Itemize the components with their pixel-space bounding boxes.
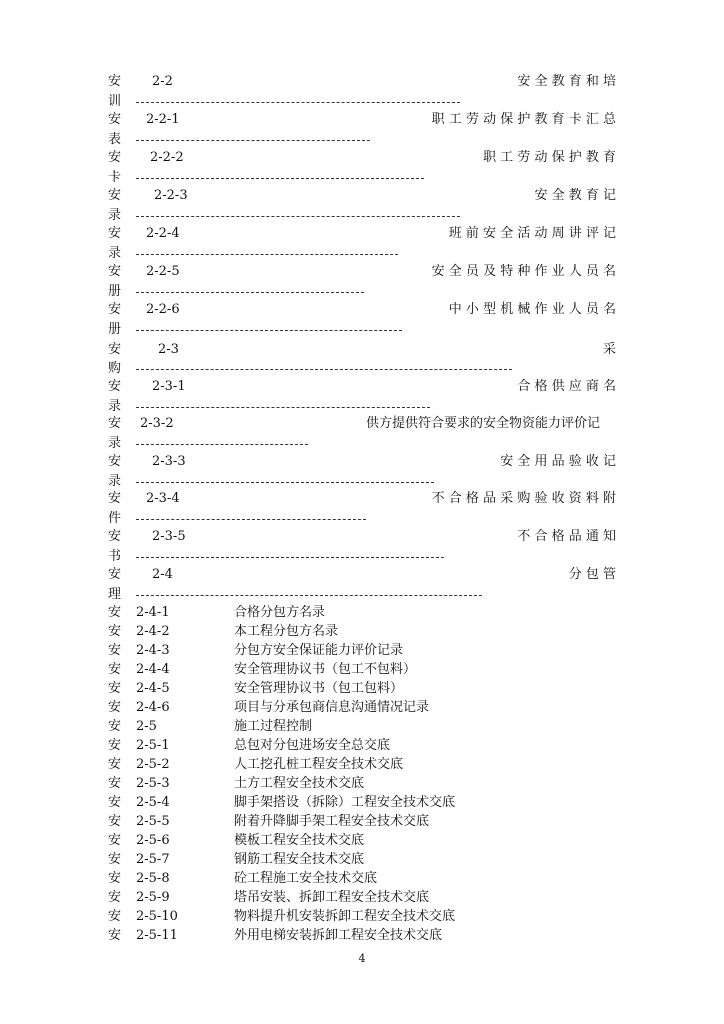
dashed-leader [136,178,424,179]
toc-entry-title-line [108,566,616,584]
page-number: 4 [358,952,366,965]
dashed-leader [136,595,482,596]
entry-code: 2-2-1 [146,112,180,127]
entry-code: 2-5-9 [136,890,170,905]
toc-entry [108,756,616,774]
entry-code: 2-4-1 [136,605,170,620]
entry-prefix: 安 [108,814,122,829]
toc-entry-title-line [108,341,616,359]
toc-entry-title-line [108,263,616,281]
entry-suffix: 购 [108,361,122,376]
entry-prefix: 安 [108,776,122,791]
dashed-leader [136,407,430,408]
entry-name: 外用电梯安装拆卸工程安全技术交底 [234,928,443,943]
entry-prefix: 安 [108,605,122,620]
entry-code: 2-5-11 [136,928,178,943]
entry-code: 2-3-4 [146,491,180,506]
entry-name: 项目与分承包商信息沟通情况记录 [234,700,430,715]
toc-entry [108,813,616,831]
toc-entry [108,851,616,869]
entry-code: 2-5-8 [136,871,170,886]
entry-title: 采 [602,342,616,357]
entry-code: 2-3-1 [152,379,186,394]
entry-title: 合 格 供 应 商 名 [517,379,616,394]
entry-prefix: 安 [108,700,122,715]
entry-code: 2-4-2 [136,624,170,639]
toc-entry-title-line [108,490,616,508]
entry-title: 职 工 劳 动 保 护 教 育 [483,150,616,165]
entry-suffix: 录 [108,208,122,223]
entry-code: 2-5-5 [136,814,170,829]
entry-name: 脚手架搭设（拆除）工程安全技术交底 [234,795,456,810]
toc-entry [108,908,616,926]
entry-title: 供方提供符合要求的安全物资能力评价记 [365,416,600,431]
entry-suffix: 册 [108,284,122,299]
entry-prefix: 安 [108,681,122,696]
entry-code: 2-5-2 [136,757,170,772]
entry-prefix: 安 [108,757,122,772]
entry-prefix: 安 [108,738,122,753]
entry-prefix: 安 [108,226,122,241]
entry-name: 分包方安全保证能力评价记录 [234,643,404,658]
toc-entry-title-line [108,73,616,91]
entry-prefix: 安 [108,833,122,848]
entry-prefix: 安 [108,795,122,810]
dashed-leader [136,216,460,217]
toc-entry-title-line [108,149,616,167]
entry-code: 2-5 [136,719,157,734]
toc-entry [108,661,616,679]
toc-entry-title-line [108,111,616,129]
entry-prefix: 安 [108,909,122,924]
entry-code: 2-3-5 [152,529,186,544]
entry-prefix: 安 [108,379,122,394]
toc-entry [108,870,616,888]
entry-suffix: 书 [108,549,122,564]
entry-title: 班 前 安 全 活 动 周 讲 评 记 [448,226,616,241]
entry-code: 2-3-3 [152,454,186,469]
entry-suffix: 理 [108,587,122,602]
entry-code: 2-3 [158,342,179,357]
entry-name: 模板工程安全技术交底 [234,833,365,848]
entry-code: 2-4-5 [136,681,170,696]
entry-name: 钢筋工程安全技术交底 [234,852,365,867]
entry-prefix: 安 [108,852,122,867]
entry-suffix: 表 [108,132,122,147]
entry-prefix: 安 [108,342,122,357]
entry-title: 不 合 格 品 采 购 验 收 资 料 附 [431,491,616,506]
entry-name: 施工过程控制 [234,719,313,734]
dashed-leader [136,140,370,141]
dashed-leader [136,369,512,370]
entry-code: 2-5-10 [136,909,178,924]
entry-name: 塔吊安装、拆卸工程安全技术交底 [234,890,430,905]
entry-code: 2-5-4 [136,795,170,810]
entry-prefix: 安 [108,624,122,639]
toc-entry [108,794,616,812]
toc-entry [108,623,616,641]
entry-name: 安全管理协议书（包工不包料） [234,662,417,677]
entry-name: 安全管理协议书（包工包料） [234,681,404,696]
entry-suffix: 件 [108,511,122,526]
entry-prefix: 安 [108,529,122,544]
entry-suffix: 训 [108,94,122,109]
dashed-leader [136,102,460,103]
entry-code: 2-5-6 [136,833,170,848]
entry-code: 2-4 [152,567,173,582]
entry-prefix: 安 [108,302,122,317]
entry-name: 砼工程施工安全技术交底 [234,871,378,886]
entry-suffix: 录 [108,246,122,261]
entry-code: 2-4-4 [136,662,170,677]
entry-title: 安 全 用 品 验 收 记 [500,454,616,469]
entry-code: 2-5-7 [136,852,170,867]
toc-entry-title-line [108,453,616,471]
entry-prefix: 安 [108,567,122,582]
entry-title: 安 全 教 育 记 [534,188,616,203]
dashed-leader [136,557,444,558]
toc-entry [108,775,616,793]
entry-prefix: 安 [108,491,122,506]
entry-prefix: 安 [108,643,122,658]
entry-prefix: 安 [108,928,122,943]
toc-entry [108,642,616,660]
toc-entry-title-line [108,528,616,546]
entry-prefix: 安 [108,890,122,905]
entry-name: 合格分包方名录 [234,605,326,620]
dashed-leader [136,482,434,483]
entry-prefix: 安 [108,454,122,469]
entry-title: 安 全 员 及 特 种 作 业 人 员 名 [431,264,616,279]
entry-prefix: 安 [108,871,122,886]
toc-entry [108,832,616,850]
toc-entry-title-line [108,187,616,205]
dashed-leader [136,254,398,255]
toc-entry-title-line [108,378,616,396]
entry-prefix: 安 [108,662,122,677]
entry-name: 本工程分包方名录 [234,624,339,639]
entry-name: 人工挖孔桩工程安全技术交底 [234,757,404,772]
entry-code: 2-2-2 [150,150,184,165]
entry-code: 2-3-2 [140,416,174,431]
entry-prefix: 安 [108,74,122,89]
toc-entry [108,737,616,755]
entry-code: 2-4-6 [136,700,170,715]
entry-title: 职 工 劳 动 保 护 教 育 卡 汇 总 [431,112,616,127]
entry-title: 不 合 格 品 通 知 [517,529,616,544]
entry-code: 2-2-4 [146,226,180,241]
entry-prefix: 安 [108,188,122,203]
toc-entry-title-line [108,301,616,319]
entry-prefix: 安 [108,112,122,127]
toc-entry [108,680,616,698]
entry-name: 土方工程安全技术交底 [234,776,365,791]
entry-prefix: 安 [108,719,122,734]
dashed-leader [136,519,366,520]
toc-entry-title-line [108,225,616,243]
entry-name: 总包对分包进场安全总交底 [234,738,391,753]
entry-name: 附着升降脚手架工程安全技术交底 [234,814,430,829]
entry-name: 物料提升机安装拆卸工程安全技术交底 [234,909,456,924]
toc-entry [108,927,616,945]
entry-title: 分 包 管 [568,567,616,582]
entry-code: 2-4-3 [136,643,170,658]
entry-code: 2-5-3 [136,776,170,791]
entry-suffix: 册 [108,322,122,337]
entry-code: 2-5-1 [136,738,170,753]
entry-prefix: 安 [108,264,122,279]
toc-entry [108,699,616,717]
entry-suffix: 录 [108,474,122,489]
entry-code: 2-2-5 [146,264,180,279]
dashed-leader [136,444,308,445]
entry-prefix: 安 [108,150,122,165]
entry-suffix: 录 [108,399,122,414]
dashed-leader [136,330,402,331]
entry-title: 安 全 教 育 和 培 [517,74,616,89]
toc-entry [108,889,616,907]
entry-code: 2-2 [152,74,173,89]
entry-title: 中 小 型 机 械 作 业 人 员 名 [448,302,616,317]
entry-suffix: 卡 [108,170,122,185]
entry-code: 2-2-6 [146,302,180,317]
entry-suffix: 录 [108,436,122,451]
entry-code: 2-2-3 [154,188,188,203]
toc-entry-title-line [108,415,616,433]
toc-entry [108,718,616,736]
entry-prefix: 安 [108,416,122,431]
dashed-leader [136,292,364,293]
toc-entry [108,604,616,622]
